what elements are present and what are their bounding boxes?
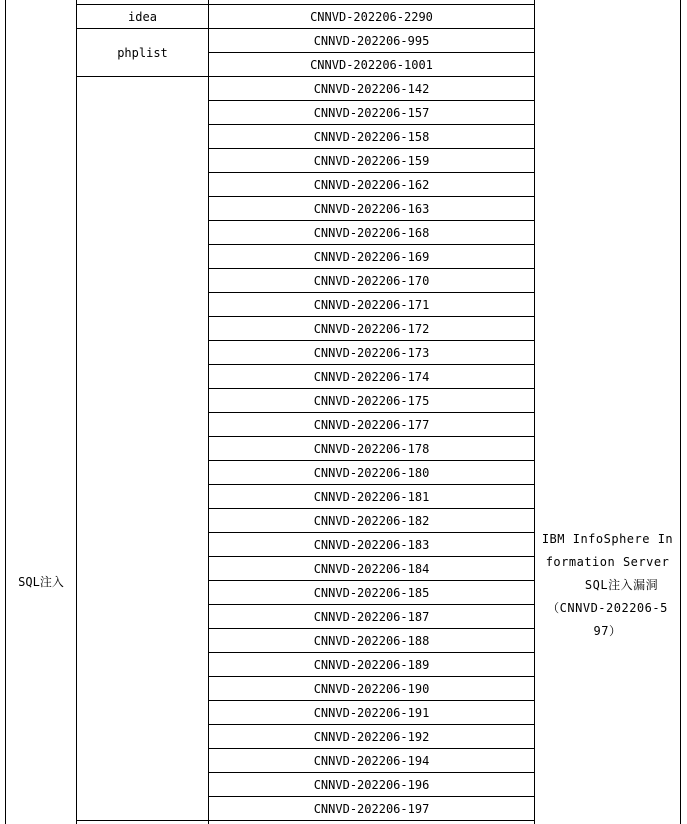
- product-divider: [76, 4, 209, 5]
- row-divider: [208, 772, 535, 773]
- vuln-id-cell: CNNVD-202206-171: [313, 298, 430, 312]
- vuln-id-cell: CNNVD-202206-142: [313, 82, 430, 96]
- vuln-id-cell: CNNVD-202206-187: [313, 610, 430, 624]
- summary-line: formation Server: [545, 555, 670, 569]
- row-divider: [208, 820, 535, 821]
- vuln-id-cell: CNNVD-202206-184: [313, 562, 430, 576]
- category-cell: SQL注入: [18, 575, 64, 589]
- vuln-id-cell: CNNVD-202206-158: [313, 130, 430, 144]
- vuln-id-cell: CNNVD-202206-1001: [310, 58, 433, 72]
- vuln-id-cell: CNNVD-202206-2290: [310, 10, 433, 24]
- row-divider: [208, 700, 535, 701]
- vuln-id-cell: CNNVD-202206-163: [313, 202, 430, 216]
- row-divider: [208, 460, 535, 461]
- row-divider: [208, 124, 535, 125]
- vuln-id-cell: CNNVD-202206-197: [313, 802, 430, 816]
- row-divider: [208, 52, 535, 53]
- row-divider: [208, 412, 535, 413]
- row-divider: [208, 604, 535, 605]
- summary-line: SQL注入漏洞: [584, 578, 659, 592]
- row-divider: [208, 220, 535, 221]
- row-divider: [208, 796, 535, 797]
- row-divider: [208, 316, 535, 317]
- row-divider: [208, 556, 535, 557]
- vuln-id-cell: CNNVD-202206-174: [313, 370, 430, 384]
- vuln-id-cell: CNNVD-202206-191: [313, 706, 430, 720]
- row-divider: [208, 292, 535, 293]
- vuln-id-cell: CNNVD-202206-185: [313, 586, 430, 600]
- row-divider: [208, 484, 535, 485]
- row-divider: [208, 436, 535, 437]
- vuln-id-cell: CNNVD-202206-177: [313, 418, 430, 432]
- product-cell-idea: idea: [128, 10, 157, 24]
- row-divider: [208, 4, 535, 5]
- category-column-divider: [76, 0, 77, 824]
- vuln-id-cell: CNNVD-202206-159: [313, 154, 430, 168]
- row-divider: [208, 76, 535, 77]
- summary-line: （CNNVD-202206-5: [547, 601, 668, 615]
- summary-line: 97）: [593, 624, 622, 638]
- row-divider: [208, 532, 535, 533]
- row-divider: [208, 268, 535, 269]
- row-divider: [208, 508, 535, 509]
- vuln-id-cell: CNNVD-202206-194: [313, 754, 430, 768]
- product-cell-phplist: phplist: [117, 46, 168, 60]
- vuln-id-cell: CNNVD-202206-175: [313, 394, 430, 408]
- row-divider: [208, 196, 535, 197]
- row-divider: [208, 580, 535, 581]
- vuln-id-cell: CNNVD-202206-172: [313, 322, 430, 336]
- table-border-right: [680, 0, 681, 824]
- row-divider: [208, 676, 535, 677]
- vuln-id-cell: CNNVD-202206-182: [313, 514, 430, 528]
- vuln-id-cell: CNNVD-202206-178: [313, 442, 430, 456]
- vuln-id-cell: CNNVD-202206-170: [313, 274, 430, 288]
- row-divider: [208, 340, 535, 341]
- table-border-left: [5, 0, 6, 824]
- summary-line: IBM InfoSphere In: [541, 532, 674, 546]
- row-divider: [208, 28, 535, 29]
- vuln-id-cell: CNNVD-202206-180: [313, 466, 430, 480]
- row-divider: [208, 748, 535, 749]
- product-divider: [76, 28, 209, 29]
- summary-cell: [536, 528, 679, 643]
- vuln-id-cell: CNNVD-202206-183: [313, 538, 430, 552]
- product-divider: [76, 76, 209, 77]
- vuln-id-cell: CNNVD-202206-190: [313, 682, 430, 696]
- vuln-id-cell: CNNVD-202206-157: [313, 106, 430, 120]
- row-divider: [208, 244, 535, 245]
- vuln-id-cell: CNNVD-202206-168: [313, 226, 430, 240]
- row-divider: [208, 388, 535, 389]
- row-divider: [208, 172, 535, 173]
- row-divider: [208, 100, 535, 101]
- row-divider: [208, 364, 535, 365]
- vuln-id-cell: CNNVD-202206-995: [313, 34, 430, 48]
- vuln-id-cell: CNNVD-202206-189: [313, 658, 430, 672]
- vuln-id-cell: CNNVD-202206-169: [313, 250, 430, 264]
- row-divider: [208, 148, 535, 149]
- vuln-id-cell: CNNVD-202206-188: [313, 634, 430, 648]
- row-divider: [208, 724, 535, 725]
- vuln-id-cell: CNNVD-202206-181: [313, 490, 430, 504]
- vuln-id-cell: CNNVD-202206-173: [313, 346, 430, 360]
- vuln-id-cell: CNNVD-202206-196: [313, 778, 430, 792]
- row-divider: [208, 652, 535, 653]
- vuln-id-cell: CNNVD-202206-162: [313, 178, 430, 192]
- product-divider: [76, 820, 209, 821]
- vuln-id-cell: CNNVD-202206-192: [313, 730, 430, 744]
- row-divider: [208, 628, 535, 629]
